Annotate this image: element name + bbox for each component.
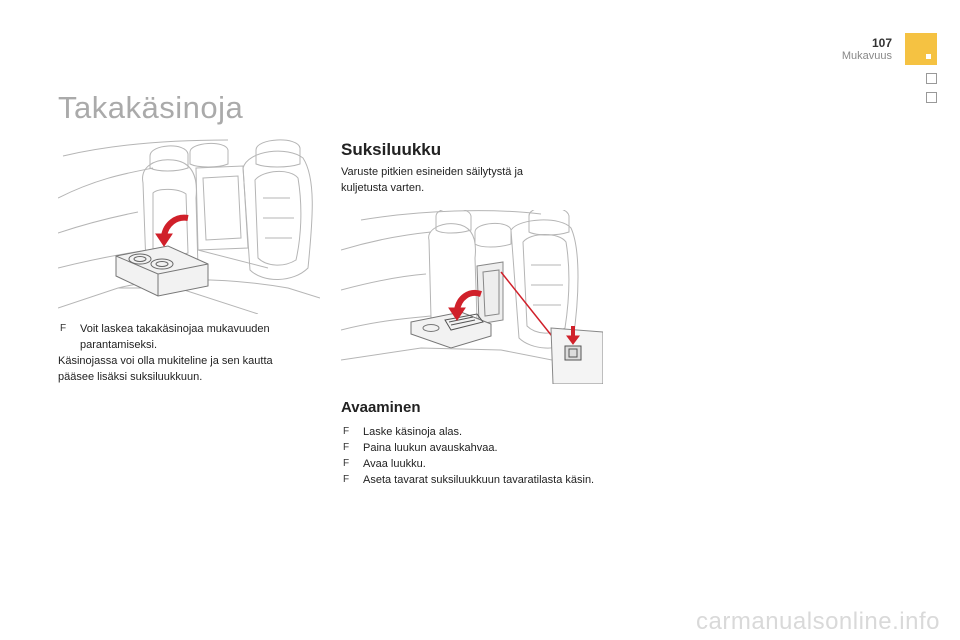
subsection-heading: Avaaminen (341, 399, 421, 416)
paragraph-line: kuljetusta varten. (341, 182, 425, 194)
list-item (341, 440, 601, 456)
section-tab-active (905, 33, 937, 65)
armrest-text (58, 321, 308, 385)
tab-marker-icon (926, 54, 931, 59)
list-item-text: Avaa luukku. (363, 458, 426, 470)
bullet-marker: F (343, 426, 350, 437)
section-heading: Suksiluukku (341, 140, 442, 159)
list-item (58, 321, 308, 353)
list-item-text: Voit laskea takakäsinojaa mukavuuden parantamiseksi. (80, 323, 270, 351)
section-tab-box (926, 73, 937, 84)
ski-hatch-illustration (341, 210, 603, 384)
bullet-marker: F (343, 442, 350, 453)
paragraph-line: pääsee lisäksi suksiluukkuun. (58, 371, 203, 383)
list-item-text: Aseta tavarat suksiluukkuun tavaratilasta käsin. (363, 474, 595, 486)
list-item-text: Paina luukun avauskahvaa. (363, 442, 498, 454)
list-item (341, 456, 601, 472)
section-tab-box (926, 92, 937, 103)
list-item (341, 424, 601, 440)
bullet-marker: F (343, 458, 350, 469)
page-number: 107 (871, 36, 892, 50)
list-item-text: Laske käsinoja alas. (363, 426, 463, 438)
armrest-illustration (58, 138, 320, 314)
section-name: Mukavuus (841, 50, 892, 62)
paragraph-line: Varuste pitkien esineiden säilytystä ja (341, 166, 524, 178)
bullet-marker: F (343, 474, 350, 485)
ski-hatch-intro (341, 164, 591, 196)
bullet-marker: F (60, 323, 67, 334)
list-item (341, 472, 601, 488)
paragraph-line: Käsinojassa voi olla mukiteline ja sen kautta (58, 355, 273, 367)
page-title: Takakäsinoja (58, 90, 244, 125)
watermark: carmanualsonline.info (696, 608, 940, 635)
opening-steps-list (341, 424, 601, 488)
